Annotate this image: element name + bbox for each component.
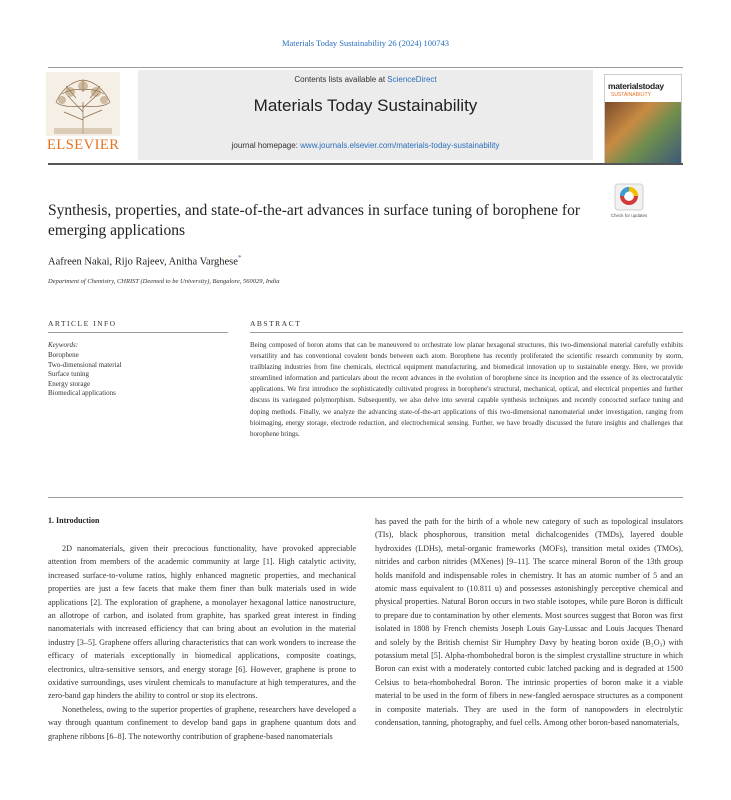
keyword: Biomedical applications [48,389,116,397]
journal-cover[interactable] [604,74,682,164]
publisher-name: ELSEVIER [47,137,120,153]
abstract-rule [250,332,683,333]
homepage-link[interactable]: www.journals.elsevier.com/materials-today-sustainability [300,141,500,150]
article-info-rule [48,332,228,333]
journal-homepage [138,141,593,150]
cover-image [605,102,681,163]
article-title: Synthesis, properties, and state-of-the-art advances in surface tuning of borophene for emerging applications [48,202,580,239]
contents-line [138,75,593,84]
body-column-right [375,515,683,730]
keywords-label: Keywords: [48,341,79,349]
abstract-text: Being composed of boron atoms that can be maneuvered to orchestrate low planar hexagonal structures, this two-dimensional material carefully exhibits versatility and has conventional covalent bonds between each atom. Borophene has recently proliferated the scientific research community by storm, trailblazing industries from fine chemicals, electrical equipment manufacturing, and biomedical innovation up to sustainable energy. Here, we provide streamlined information and particulars about the recent advances in the evolution of borophene since its inception and the essence of its electrocatalytic applications. We first introduce the sophisticatedly cultivated progress in borophene's structural, mechanical, optical, and electrical properties and further discuss its variegated polymorphism. Subsequently, we also delve into several capable synthesis techniques and recently concocted surface tuning and doping methods. Finally, we analyze the advancing state-of-the-art applications of this two-dimensional nanomaterial under investigation, ranging from bioimaging, energy storage, electrode reduction, and electrochemical sensing. Further, we have broadly discussed the future insights and challenges that borophene brings. [250,342,683,438]
body-paragraph: 2D nanomaterials, given their precocious functionality, have provoked appreciable attention from members of the academic community at large [1]. High catalytic activity, increased surface-to-volume ratios, highly enhanced magnetic properties, and mechanical properties are just a few facets that make them finer than bulk materials used in wide applications [2]. The exploration of graphene, a monolayer hexagonal lattice nanostructure, an allotrope of carbon, and isolated from graphite, has sparked great interest in finding nanomaterials with increased efficiency that can bring about an evolution in the material industry [3–5]. Graphene offers alluring characteristics that can work wonders to increase the efficacy of materials exceptionally in biomedical applications, composite coatings, electronics, ultra-sensitive sensors, and energy storage [6]. However, graphene is prone to oxidative surroundings, uses virulent chemicals to manufacture at high temperatures, and the zero-band gap hinders the ability to control or stop its electrons. [48,544,356,701]
affiliation: Department of Chemistry, CHRIST (Deemed to be University), Bangalore, 560029, India [48,278,280,285]
elsevier-logo [46,72,120,136]
keyword: Borophene [48,351,79,359]
author-separator: , [109,256,115,268]
cover-subtitle: SUSTAINABILITY [611,92,651,98]
body-column-left [48,542,356,743]
author-name[interactable]: Rijo Rajeev [114,256,164,268]
author-name[interactable]: Anitha Varghese [168,256,238,268]
author-separator: , [163,256,169,268]
abstract-heading: ABSTRACT [250,319,302,328]
journal-title[interactable]: Materials Today Sustainability [253,96,478,115]
homepage-prefix: journal homepage: [231,141,301,150]
keyword: Two-dimensional material [48,360,122,369]
corresponding-author-mark[interactable]: * [237,254,242,262]
journal-reference[interactable]: Materials Today Sustainability 26 (2024) 100743 [281,38,450,48]
sciencedirect-link[interactable]: ScienceDirect [387,75,437,84]
keyword-list [48,351,122,399]
body-paragraph: has paved the path for the birth of a whole new category of such as topological insulators (TIs), black phosphorous, transition metal dichalcogenides (TMDs), layered double hydroxides (LDHs), metal-organic frameworks (MOFs), transition metal oxides (TMOs), nitrides and carbon nitrides (MXenes) [9–11]. The scarce mineral Boron of the 13th group holds manifold and indispensable roles in chemistry. It has an atomic number of 5 and an atomic mass equivalent to (10.811 u) and possesses astonishingly perceptive chemical and physical properties. Natural Boron occurs in two stable isotopes, while pure Boron is difficult to prepare due to contamination by other elements. Most sources suggest that Boron was first isolated in 1808 by French chemists Joseph Louis Gay-Lussac and Louis Jacques Thenard and solely by the British chemist Sir Humphry Davy by heating boron oxide (B₂O₃) with potassium metal [5]. Alpha-rhombohedral boron is the simplest crystalline structure in which Boron can exist with a moderately contorted cubic latched packing and is degraded at 1500 Celsius to beta-rhombohedral Boron. The intrinsic properties of boron make it a viable material to be used in the form of fibers in new-fangled aerospace structures as a component in composite materials. They are used in the form of nanopowders in electrolytic condensation, tanning, photography, and fuel cells. Among other boron-based nanomaterials, [375,517,683,728]
author-name[interactable]: Aafreen Nakai [48,256,110,268]
cover-title: materialstoday [608,81,664,91]
top-rule [48,67,683,68]
elsevier-tree-icon [46,72,120,136]
check-for-updates-label: Check for updates [610,213,648,218]
check-for-updates-button[interactable] [614,183,644,211]
keyword: Energy storage [48,379,91,388]
crossmark-icon [614,183,644,211]
article-info-heading: ARTICLE INFO [48,319,117,328]
author-list [48,254,241,268]
masthead-rule [48,163,683,165]
abstract-bottom-rule [48,497,683,498]
section-heading-introduction: 1. Introduction [48,516,100,525]
body-paragraph: Nonetheless, owing to the superior properties of graphene, researchers have developed a way through quantum confinement to develop band gaps in graphene quantum dots and graphene ribbons [6–8]. The noteworthy contribution of graphene-based nanomaterials [48,704,356,741]
contents-prefix: Contents lists available at [294,75,388,84]
keyword: Surface tuning [48,370,90,378]
